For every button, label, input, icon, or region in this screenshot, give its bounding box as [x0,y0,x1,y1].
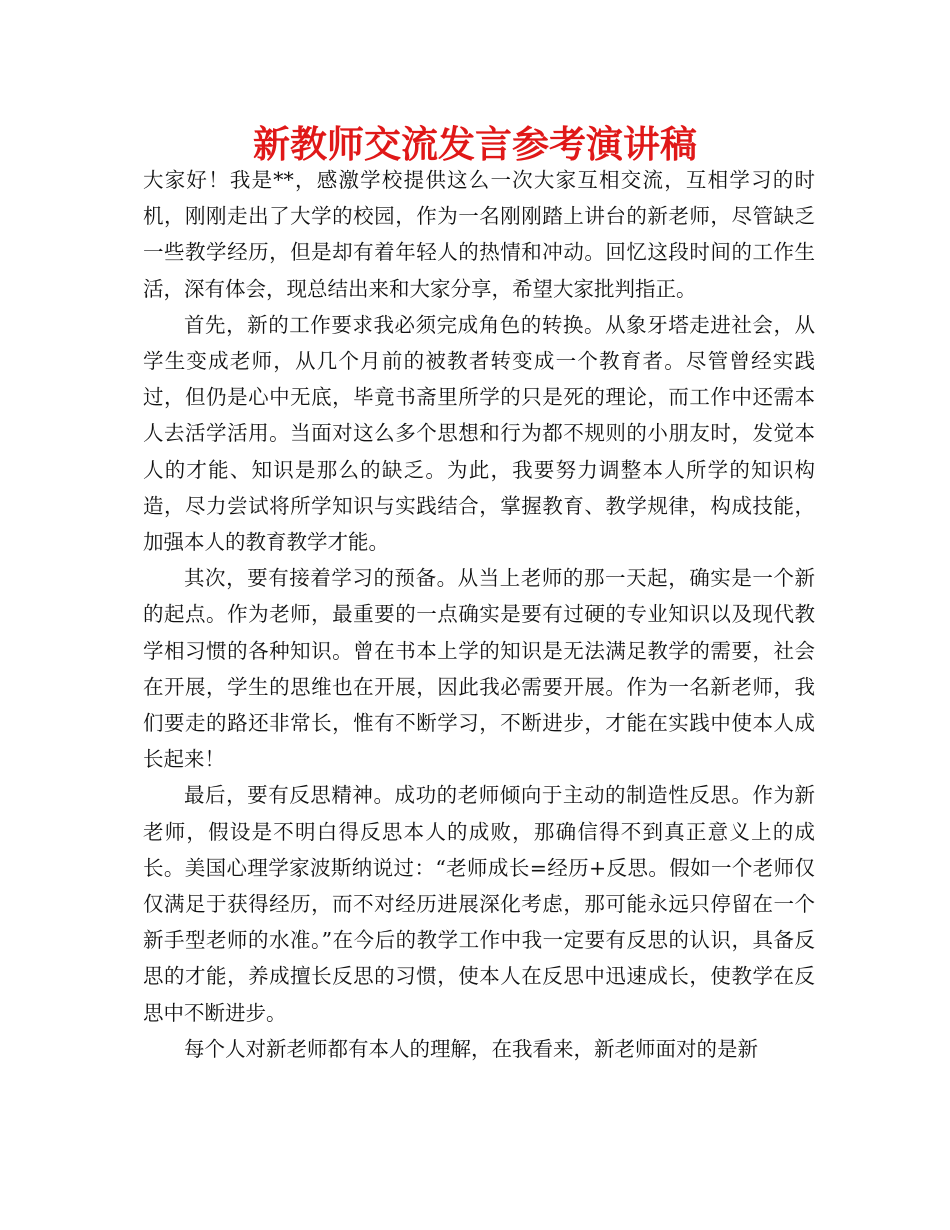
paragraph-first-point: 首先，新的工作要求我必须完成角色的转换。从象牙塔走进社会，从学生变成老师，从几个月前的被教者转变成一个教育者。尽管曾经实践过，但仍是心中无底，毕竟书斋里所学的只是死的理论，而工作中还需本人去活学活用。当面对这么多个思想和行为都不规则的小朋友时，发觉本人的才能、知识是那么的缺乏。为此，我要努力调整本人所学的知识构造，尽力尝试将所学知识与实践结合，掌握教育、教学规律，构成技能，加强本人的教育教学才能。 [143,312,815,555]
document-body [143,162,815,1067]
document-title: 新教师交流发言参考演讲稿 [253,122,697,166]
paragraph-third-point: 最后，要有反思精神。成功的老师倾向于主动的制造性反思。作为新老师，假设是不明白得反思本人的成败，那确信得不到真正意义上的成长。美国心理学家波斯纳说过：“老师成长=经历+反思。假如一个老师仅仅满足于获得经历，而不对经历进展深化考虑，那可能永远只停留在一个新手型老师的水准。”在今后的教学工作中我一定要有反思的认识，具备反思的才能，养成擅长反思的习惯，使本人在反思中迅速成长，使教学在反思中不断进步。 [143,783,815,1025]
paragraph-closing: 每个人对新老师都有本人的理解，在我看来，新老师面对的是新 [184,1036,758,1061]
paragraph-greeting: 大家好！我是**，感激学校提供这么一次大家互相交流，互相学习的时机，刚刚走出了大学的校园，作为一名刚刚踏上讲台的新老师，尽管缺乏一些教学经历，但是却有着年轻人的热情和冲动。回忆这段时间的工作生活，深有体会，现总结出来和大家分享，希望大家批判指正。 [143,168,815,301]
paragraph-second-point: 其次，要有接着学习的预备。从当上老师的那一天起，确实是一个新的起点。作为老师，最重要的一点确实是要有过硬的专业知识以及现代教学相习惯的各种知识。曾在书本上学的知识是无法满足教学的需要，社会在开展，学生的思维也在开展，因此我必需要开展。作为一名新老师，我们要走的路还非常长，惟有不断学习，不断进步，才能在实践中使本人成长起来！ [143,566,815,772]
